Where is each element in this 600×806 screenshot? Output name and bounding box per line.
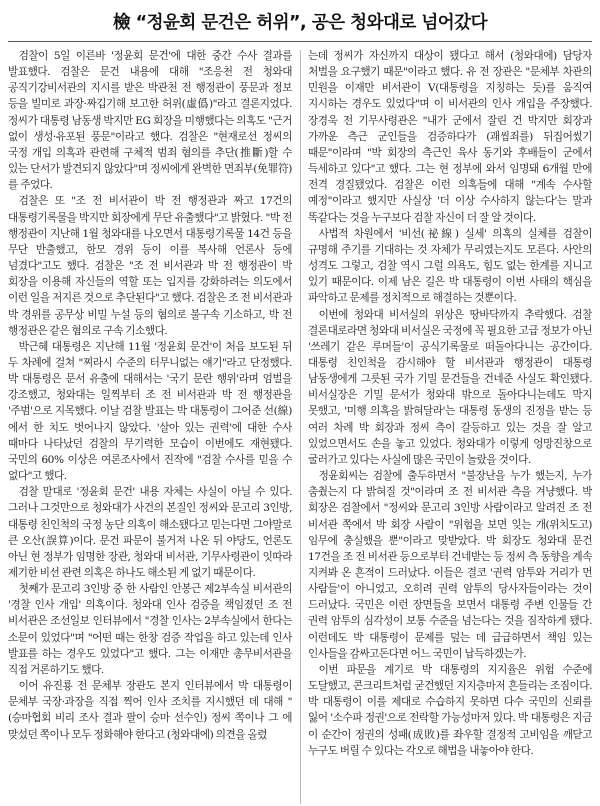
headline: 檢 “정윤회 문건은 허위”, 공은 청와대로 넘어갔다	[113, 12, 487, 33]
left-column	[8, 48, 292, 804]
paragraph: 박근혜 대통령은 지난해 11월 '정윤회 문건'이 처음 보도된 뒤 두 차례에 걸쳐 "찌라시 수준의 터무니없는 얘기"라고 단정했다. 박 대통령은 문서 유출에 대해서는 '국기 문란 행위'라며 엄벌을 강조했고, 청와대는 일찍부터 조 전 비서관과 박 전 행정관을 '주범'으로 지목했다. 이날 검찰 발표는 박 대통령이 그어준 선(線)에서 한 치도 벗어나지 않았다. '살아 있는 권력'에 대한 수사 때마다 나타났던 검찰의 무기력한 모습이 이번에도 재현됐다. 국민의 60% 이상은 여론조사에서 진작에 "검찰 수사를 믿을 수 없다"고 했다.	[8, 340, 292, 483]
paragraph: 검찰이 5일 이른바 '정윤회 문건'에 대한 중간 수사 결과를 발표했다. 검찰은 문건 내용에 대해 "조응천 전 청와대 공직기강비서관의 지시를 받은 박관천 전 행정관이 풍문과 정보 등을 빌미로 과장·짜깁기해 보고한 허위(虛僞)"라고 결론지었다. 정씨가 대통령 남동생 박지만 EG 회장을 미행했다는 의혹도 "근거 없이 생성·유포된 풍문"이라고 했다. 검찰은 "현재로선 정씨의 국정 개입 의혹과 관련해 구체적 범죄 혐의를 추단(推斷)할 수 있는 단서가 발견되지 않았다"며 정씨에게 완벽한 면죄부(免罪符)를 주었다.	[8, 50, 292, 192]
paragraph: 사법적 차원에서 '비선(祕線) 실세' 의혹의 실체를 검찰이 규명해 주기를 기대하는 것 자체가 무리였는지도 모른다. 사안의 성격도 그렇고, 검찰 역시 그럴 의욕도, 힘도 없는 한계를 지니고 있기 때문이다. 이제 남은 길은 박 대통령이 이번 사태의 핵심을 파악하고 문제를 정치적으로 해결하는 것뿐이다.	[308, 227, 592, 305]
paragraph: 정윤회씨는 검찰에 출두하면서 "불장난을 누가 했는지, 누가 춤췄는지 다 밝혀질 것"이라며 조 전 비서관 측을 겨냥했다. 박 회장은 검찰에서 "정씨와 문고리 3인방 사람이라고 알려진 조 전 비서관 쪽에서 박 회장 사람이 "위험을 보면 잊는 개(위치도고) 임무에 충실했을 뿐"이라고 맞받았다. 박 회장도 청와대 문건 17건을 조 전 비서관 등으로부터 건네받는 등 정씨 측 동향을 계속 지켜봐 온 흔적이 드러났다. 이들은 결코 '권력 암투와 거리가 먼 사람들'이 아니었고, 오히려 권력 암투의 당사자들이라는 것이 드러났다. 국민은 이런 장면들을 보면서 대통령 주변 인물들 간 권력 암투의 심각성이 보통 수준을 넘는다는 것을 짐작하게 됐다. 이런데도 박 대통령이 문제를 덮는 데 급급하면서 책임 있는 인사들을 감싸고돈다면 어느 국민이 납득하겠는가.	[308, 470, 592, 660]
headline-divider	[8, 41, 592, 42]
right-column	[308, 48, 592, 804]
paragraph: 검찰 말대로 '정윤회 문건' 내용 자체는 사실이 아닐 수 있다. 그러나 그것만으로 청와대가 사건의 본질인 정씨와 문고리 3인방, 대통령 친인척의 국정 농단 의혹이 해소됐다고 믿는다면 그야말로 큰 오산(誤算)이다. 문건 파문이 불거져 나온 뒤 야당도, 언론도 아닌 현 정부가 임명한 장관, 청와대 비서관, 기무사령관이 잇따라 제기한 비선 관련 의혹은 하나도 해소된 게 없기 때문이다.	[8, 486, 292, 579]
paragraph: 이어 유진룡 전 문체부 장관도 본지 인터뷰에서 박 대통령이 문체부 국장·과장을 직접 찍어 인사 조치를 지시했던 데 대해 "(승마협회 비리 조사 결과 팔이 승마 선수인) 정씨 쪽이나 그 에 맞섰던 쪽이나 모두 정화해야 한다고 (청와대에) 의견을 올렸	[8, 680, 292, 741]
article-body	[8, 48, 592, 804]
paragraph: 는데 정씨가 자신까지 대상이 됐다고 해서 (청와대에) 담당자 처벌을 요구했기 때문"이라고 했다. 유 전 장관은 "문체부 차관의 민원을 이재만 비서관이 V(대통령을 지칭하는 듯)를 움직여 지시하는 경우도 있었다"며 이 비서관의 인사 개입을 주장했다. 장경욱 전 기무사령관은 "내가 군에서 잘린 건 박지만 회장과 가까운 측근 군인들을 검증하다가 (괘씸죄를) 뒤집어썼기 때문"이라며 "박 회장의 측근인 육사 동기와 후배들이 군에서 득세하고 있다"고 했다. 그는 현 정부에 와서 임명돼 6개월 만에 전격 경질됐었다. 검찰은 이런 의혹들에 대해 "계속 수사할 예정"이라고 했지만 사실상 '더 이상 수사하지 않는다'는 말과 똑같다는 것을 누구보다 검찰 자신이 더 잘 알 것이다.	[308, 50, 592, 224]
column-divider	[300, 50, 301, 804]
paragraph: 이번 파문을 계기로 박 대통령의 지지율은 위험 수준에 도달했고, 콘크리트처럼 굳건했던 지지층마저 흔들리는 조짐이다. 박 대통령이 이를 제대로 수습하지 못하면 다수 국민의 신뢰를 잃어 '소수파 정권'으로 전락할 가능성마저 있다. 박 대통령은 지금 이 순간이 정권의 성패(成敗)를 좌우할 결정적 고비임을 깨닫고 누구도 버릴 수 있다는 각오로 해법을 내놓아야 한다.	[308, 663, 592, 757]
paragraph: 첫째가 문고리 3인방 중 한 사람인 안봉근 제2부속실 비서관의 '경찰 인사 개입' 의혹이다. 청와대 인사 검증을 책임졌던 조 전 비서관은 조선일보 인터뷰에서 "경찰 인사는 2부속실에서 한다는 소문이 있었다"며 "어떤 때는 한창 검증 작업을 하고 있는데 인사 발표를 하는 경우도 있었다"고 했다. 그는 이재만 총무비서관을 직접 거론하기도 했다.	[8, 583, 292, 676]
paragraph: 검찰은 또 "조 전 비서관이 박 전 행정관과 짜고 17건의 대통령기록물을 박지만 회장에게 무단 유출했다"고 밝혔다. "박 전 행정관이 지난해 1월 청와대를 나오면서 대통령기록물 14건 등을 무단 반출했고, 한모 경위 등이 이를 복사해 언론사 등에 넘겼다"고도 했다. 검찰은 "조 전 비서관과 박 전 행정관이 박 회장을 이용해 자신들의 역할 또는 입지를 강화하려는 의도에서 이런 일을 저지른 것으로 추단된다"고 했다. 검찰은 조 전 비서관과 박 경위를 공무상 비밀 누설 등의 혐의로 불구속 기소하고, 박 전 행정관은 같은 혐의로 구속 기소했다.	[8, 195, 292, 337]
paragraph: 이번에 청와대 비서실의 위상은 땅바닥까지 추락했다. 검찰 결론대로라면 청와대 비서실은 국정에 꼭 필요한 고급 정보가 아닌 '쓰레기 같은 루머들'이 공식기록물로 떠돌아다니는 공간이다. 대통령 친인척을 감시해야 할 비서관과 행정관이 대통령 남동생에게 그릇된 국가 기밀 문건들을 건네준 사실도 확인됐다. 비서실장은 기밀 문서가 청와대 밖으로 돌아다니는데도 막지 못했고, '미행 의혹을 밝혀달라'는 대통령 동생의 진정을 받는 등 여러 차례 박 회장과 정씨 측이 갈등하고 있는 것을 잘 알고 있었으면서도 손을 놓고 있었다. 청와대가 이렇게 엉망진창으로 굴러가고 있다는 사실에 많은 국민이 놀랐을 것이다.	[308, 308, 592, 466]
